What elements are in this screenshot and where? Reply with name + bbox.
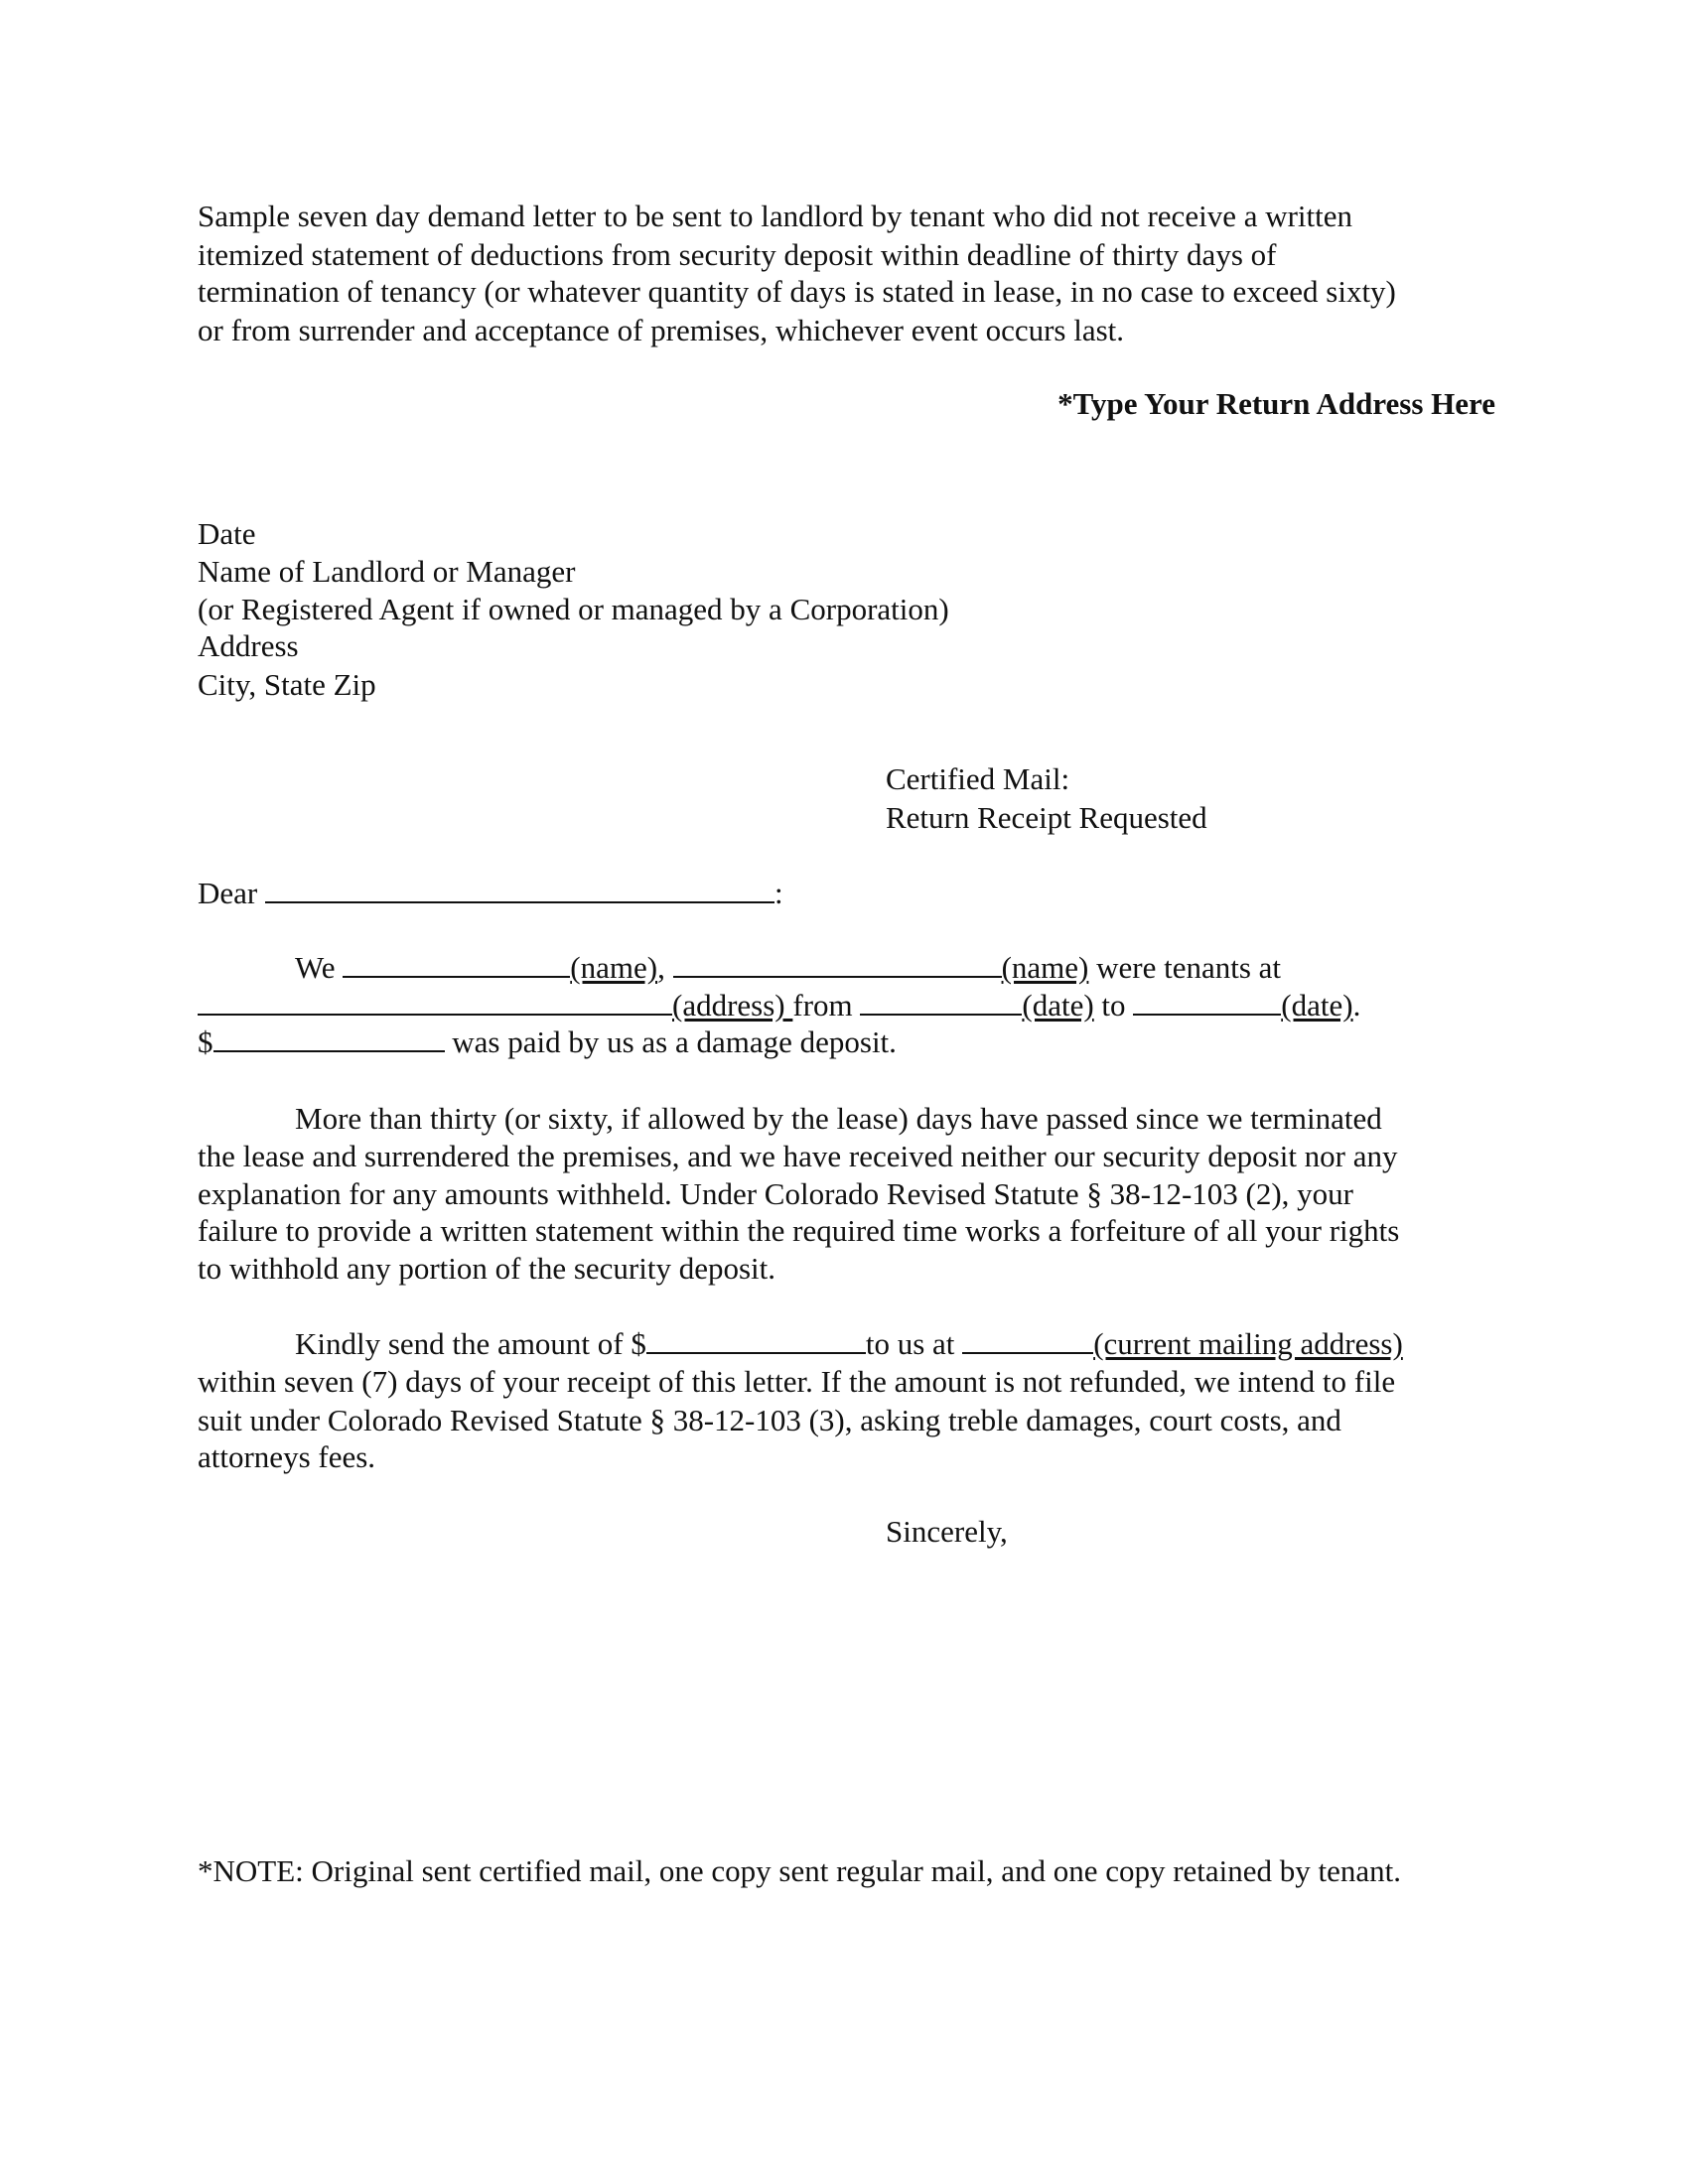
footnote: *NOTE: Original sent certified mail, one copy sent regular mail, and one copy retained by tenant. [198,1853,1402,1888]
from-text: from [792,988,861,1023]
recipient-agent: (or Registered Agent if owned or managed by a Corporation) [198,592,949,626]
paragraph2-line: suit under Colorado Revised Statute § 38-12-103 (3), asking treble damages, court costs, and [198,1403,1341,1437]
amount-blank [646,1326,866,1354]
return-receipt: Return Receipt Requested [886,800,1207,835]
date-blank [860,988,1022,1016]
name-blank [343,950,570,978]
paragraph2-line: within seven (7) days of your receipt of this letter. If the amount is not refunded, we intend to file [198,1364,1396,1399]
paragraph1-line: More than thirty (or sixty, if allowed by the lease) days have passed since we terminated [295,1101,1382,1136]
address-line [198,987,1360,1024]
date-label: (date) [1281,988,1353,1023]
we-text: We [295,950,344,985]
paragraph2-line: attorneys fees. [198,1439,376,1474]
paragraph1-line: explanation for any amounts withheld. Under Colorado Revised Statute § 38-12-103 (2), your [198,1176,1353,1211]
mailing-address-blank [962,1326,1093,1354]
date-label: (date) [1022,988,1094,1023]
intro-line: termination of tenancy (or whatever quantity of days is stated in lease, in no case to exceed sixty) [198,274,1396,309]
address-label: (address) [672,988,793,1023]
intro-line: itemized statement of deductions from security deposit within deadline of thirty days of [198,237,1277,272]
intro-line: Sample seven day demand letter to be sent to landlord by tenant who did not receive a written [198,199,1353,233]
dollar-sign: $ [198,1024,213,1059]
paid-text: was paid by us as a damage deposit. [444,1024,897,1059]
to-us-at-text: to us at [865,1326,963,1361]
address-blank [198,988,672,1016]
to-text: to [1093,988,1134,1023]
return-address-placeholder: *Type Your Return Address Here [1057,386,1495,421]
tenants-line [295,949,1281,987]
period: . [1352,988,1361,1023]
certified-mail: Certified Mail: [886,761,1070,796]
amount-blank [213,1024,445,1052]
name-blank [673,950,1002,978]
deposit-line [198,1024,897,1061]
name-label: (name) [570,950,658,985]
recipient-address: Address [198,628,299,663]
recipient-name: Name of Landlord or Manager [198,554,576,589]
date-blank [1133,988,1281,1016]
paragraph1-line: failure to provide a written statement within the required time works a forfeiture of all your rights [198,1213,1400,1248]
paragraph1-line: to withhold any portion of the security deposit. [198,1251,776,1286]
mailing-address-label: (current mailing address) [1093,1326,1403,1361]
dear-label: Dear [198,876,265,910]
name-label: (name) [1001,950,1089,985]
recipient-date: Date [198,516,256,551]
closing: Sincerely, [886,1514,1008,1549]
recipient-blank [265,876,774,903]
kindly-text: Kindly send the amount of $ [295,1326,646,1361]
paragraph1-line: the lease and surrendered the premises, and we have received neither our security deposit nor any [198,1139,1398,1173]
intro-line: or from surrender and acceptance of premises, whichever event occurs last. [198,313,1125,347]
paragraph2-first-line [295,1325,1403,1363]
recipient-city: City, State Zip [198,667,376,702]
comma: , [657,950,673,985]
colon: : [774,876,783,910]
salutation [198,875,783,912]
were-tenants-text: were tenants at [1088,950,1282,985]
